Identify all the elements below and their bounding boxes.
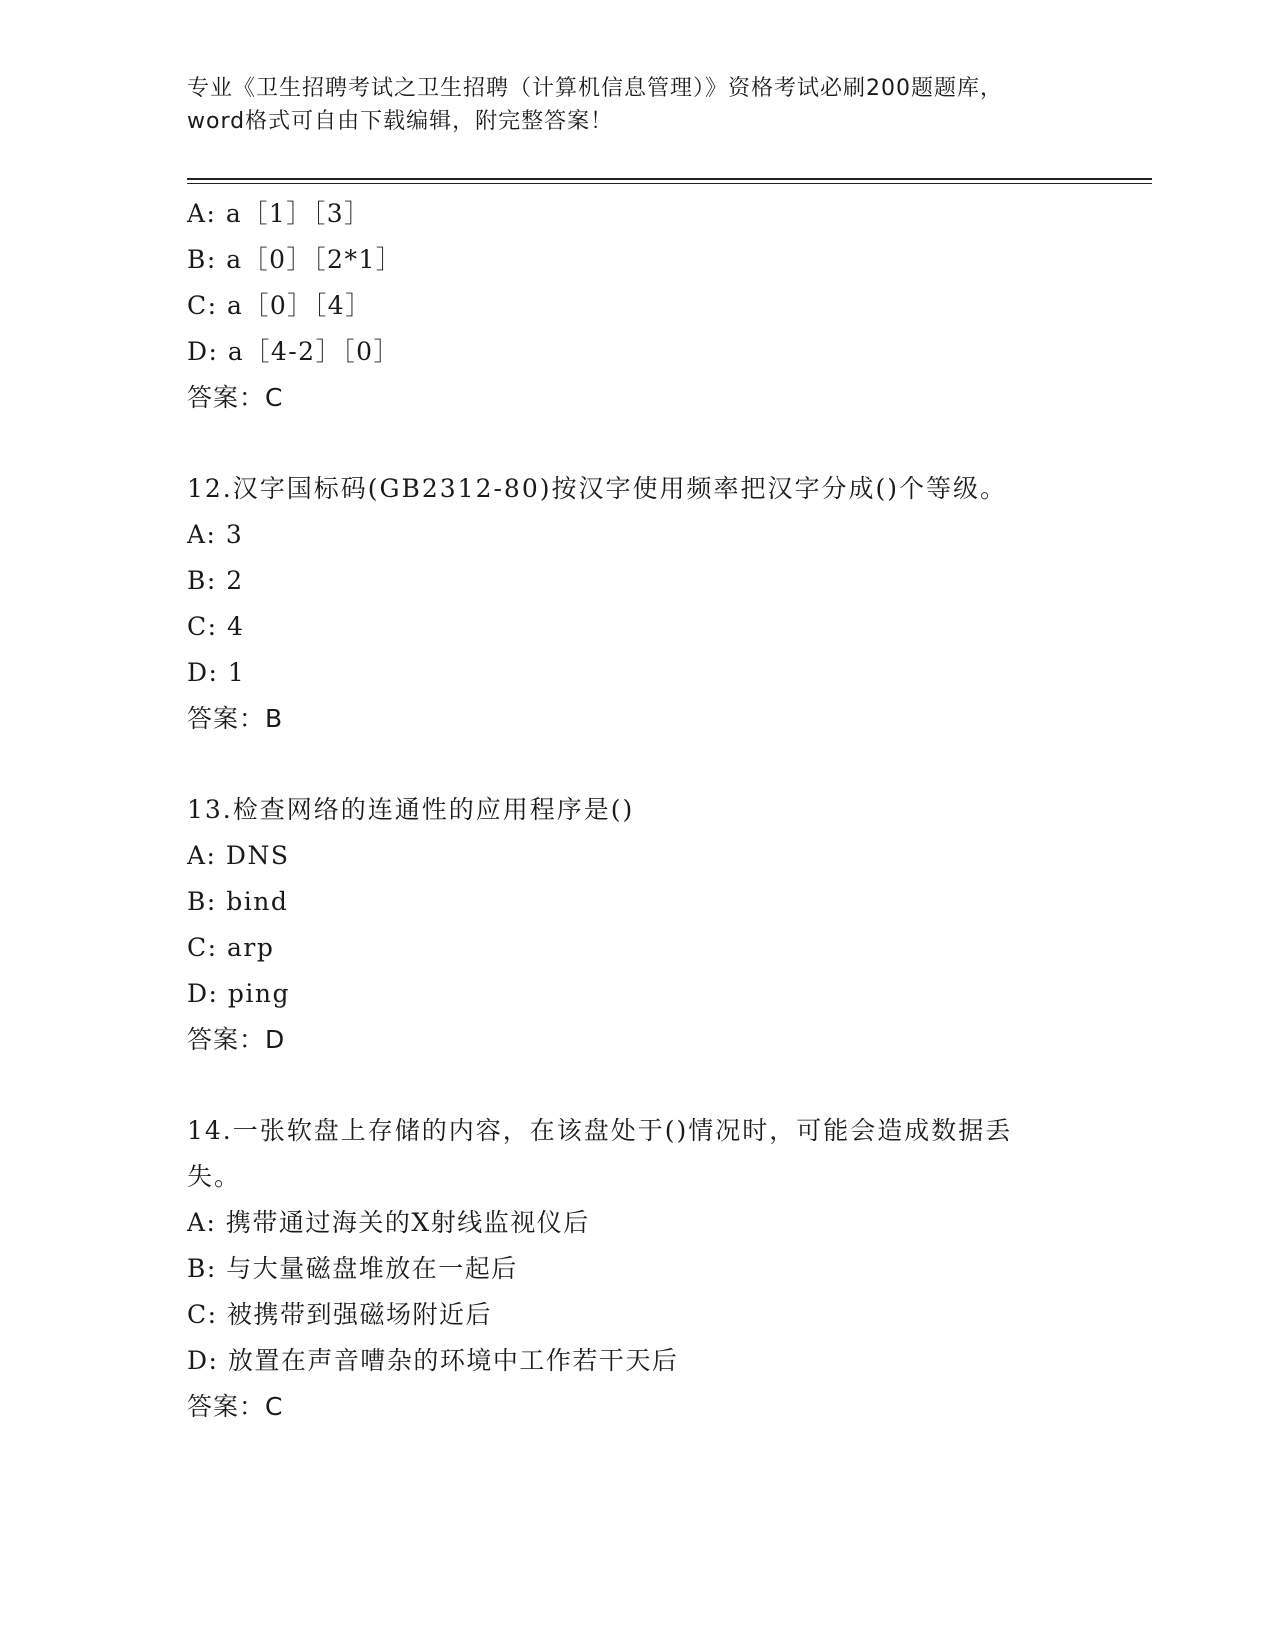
answer: 答案：C <box>187 1392 284 1421</box>
answer: 答案：C <box>187 383 284 412</box>
option-d: D: 1 <box>187 658 246 687</box>
header-line-1: 专业《卫生招聘考试之卫生招聘（计算机信息管理）》资格考试必刷200题题库， <box>187 76 1003 101</box>
option-d: D: ping <box>187 979 291 1008</box>
question-spacer <box>187 421 1087 466</box>
answer: 答案：B <box>187 704 284 733</box>
option-d: D: 放置在声音嘈杂的环境中工作若干天后 <box>187 1346 679 1375</box>
question-13 <box>187 787 1087 1063</box>
question-title-line-2: 失。 <box>187 1162 242 1191</box>
option-a: A: a［1］［3］ <box>187 199 371 228</box>
option-c: C: arp <box>187 933 275 962</box>
option-d: D: a［4-2］［0］ <box>187 337 400 366</box>
option-c: C: a［0］［4］ <box>187 291 372 320</box>
question-spacer <box>187 742 1087 787</box>
option-a: A: 3 <box>187 520 244 549</box>
question-11 <box>187 191 1087 421</box>
question-14 <box>187 1108 1087 1430</box>
option-b: B: 与大量磁盘堆放在一起后 <box>187 1254 518 1283</box>
option-b: B: a［0］［2*1］ <box>187 245 403 274</box>
option-a: A: 携带通过海关的X射线监视仪后 <box>187 1208 590 1237</box>
option-a: A: DNS <box>187 841 290 870</box>
option-c: C: 4 <box>187 612 245 641</box>
document-header <box>187 72 1087 138</box>
question-title-line-1: 14.一张软盘上存储的内容，在该盘处于()情况时，可能会造成数据丢 <box>187 1116 1013 1145</box>
question-title: 13.检查网络的连通性的应用程序是() <box>187 795 635 824</box>
question-title: 12.汉字国标码(GB2312-80)按汉字使用频率把汉字分成()个等级。 <box>187 474 1007 503</box>
header-divider-thick <box>187 178 1152 180</box>
option-b: B: bind <box>187 887 289 916</box>
answer: 答案：D <box>187 1025 286 1054</box>
header-divider-thin <box>187 183 1152 184</box>
option-c: C: 被携带到强磁场附近后 <box>187 1300 492 1329</box>
option-b: B: 2 <box>187 566 244 595</box>
header-line-2: word格式可自由下载编辑，附完整答案！ <box>187 109 614 134</box>
question-spacer <box>187 1063 1087 1108</box>
question-list <box>187 191 1087 1430</box>
question-12 <box>187 466 1087 742</box>
